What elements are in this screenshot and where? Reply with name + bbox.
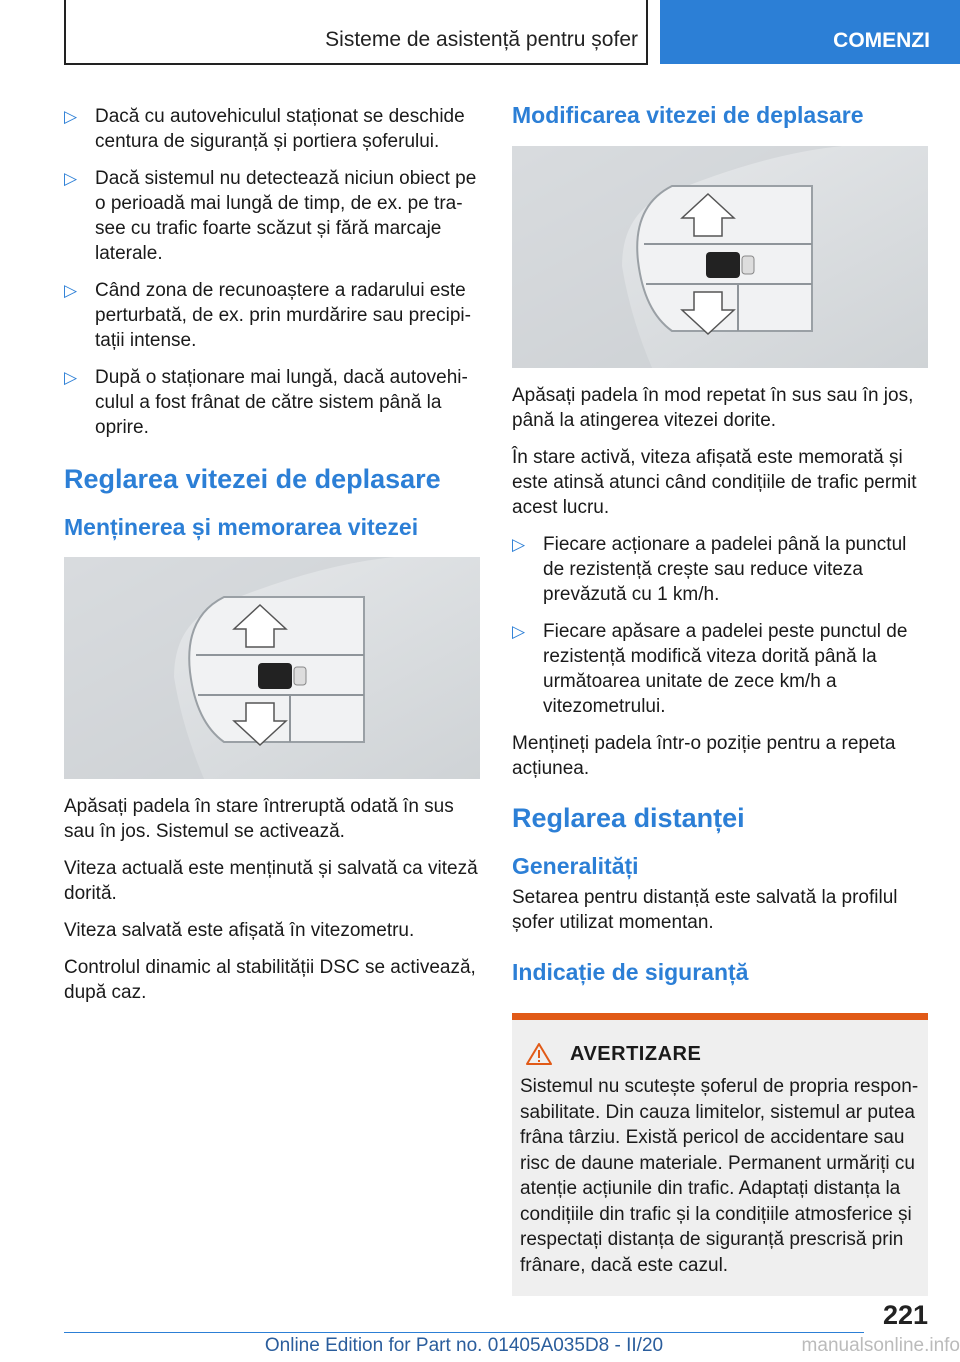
warning-header (526, 1042, 920, 1066)
list-item-text: Fiecare apăsare a padelei peste punctul de rezistență modifică viteza dorită până la următoarea unitate de zece km/h a vitezometrului. (543, 621, 908, 717)
steering-wheel-photo (64, 557, 480, 779)
list-item-text: Fiecare acționare a padelei până la punctul de rezistență crește sau reduce viteza prevăzută cu 1 km/h. (543, 534, 907, 605)
footer-edition: Online Edition for Part no. 01405A035D8 - II/20 (264, 1335, 664, 1356)
header-bottom-rule (64, 63, 648, 65)
triangle-bullet-icon: ▷ (512, 535, 526, 554)
chapter-tab[interactable]: COMENZI (660, 0, 960, 64)
warning-text: Sistemul nu scutește șoferul de propria responsabilitate. Din cauza limitelor, sistemul ar putea frâna târziu. Există pericol de accidentare sau risc de daune materiale. Permanent urmăriți cu atenție acțiunile din trafic. Adaptați distanța la condițiile din trafic și la condițiile atmosferice și respectați distanța de siguranță prescrisă prin frânare, dacă este cazul. (520, 1076, 919, 1276)
list-item-text: După o staționare mai lungă, dacă autovehiculul a fost frânat de către sistem până la oprire. (95, 367, 468, 438)
header-mid-rule (646, 0, 648, 64)
heading-maintain-speed: Menținerea și memorarea vitezei (64, 514, 419, 540)
list-item (512, 619, 928, 719)
warning-box (512, 1013, 928, 1296)
watermark: manualsonline.info (801, 1335, 960, 1356)
steering-wheel-photo (512, 146, 928, 368)
triangle-bullet-icon: ▷ (64, 107, 78, 126)
right-column (512, 100, 928, 1296)
list-item (64, 278, 480, 353)
triangle-bullet-icon: ▷ (64, 169, 78, 188)
heading-change-speed: Modificarea vitezei de deplasare (512, 102, 864, 128)
paragraph: Setarea pentru distanță este salvată la profilul șofer utilizat momentan. (512, 887, 898, 933)
triangle-bullet-icon: ▷ (64, 368, 78, 387)
footer-rule (64, 1332, 864, 1333)
heading-safety-note: Indicație de siguranță (512, 959, 749, 985)
triangle-bullet-icon: ▷ (64, 281, 78, 300)
list-item (512, 532, 928, 607)
triangle-bullet-icon: ▷ (512, 622, 526, 641)
section-title: Sisteme de asistență pentru șofer (325, 28, 638, 51)
heading-distance: Reglarea distanței (512, 803, 745, 833)
list-item (64, 104, 480, 154)
left-column (64, 104, 480, 1017)
paragraph: În stare activă, viteza afișată este memorată și este atinsă atunci când condițiile de trafic permit acest lucru. (512, 447, 917, 518)
paragraph: Viteza salvată este afișată în vitezometru. (64, 920, 415, 941)
list-item (64, 365, 480, 440)
list-item-text: Când zona de recunoaștere a radarului este perturbată, de ex. prin murdărire sau precipitații intense. (95, 280, 471, 351)
heading-general: Generalități (512, 853, 639, 879)
warning-title: AVERTIZARE (570, 1042, 702, 1065)
paragraph: Apăsați padela în mod repetat în sus sau în jos, până la atingerea vitezei dorite. (512, 385, 914, 431)
paragraph: Viteza actuală este menținută și salvată ca viteză dorită. (64, 858, 478, 904)
paragraph: Mențineți padela într-o poziție pentru a repeta acțiunea. (512, 733, 896, 779)
paragraph: Controlul dinamic al stabilității DSC se activează, după caz. (64, 957, 476, 1003)
page-number: 221 (882, 1300, 928, 1330)
paragraph: Apăsați padela în stare întreruptă odată în sus sau în jos. Sistemul se activează. (64, 796, 454, 842)
warning-triangle-icon (526, 1042, 552, 1066)
list-item-text: Dacă sistemul nu detectează niciun obiect pe o perioadă mai lungă de timp, de ex. pe trasee cu trafic foarte scăzut și fără marcaje laterale. (95, 168, 477, 264)
list-item (64, 166, 480, 266)
list-item-text: Dacă cu autovehiculul staționat se deschide centura de siguranță și portiera șoferului. (95, 106, 465, 152)
heading-speed-adjust: Reglarea vitezei de deplasare (64, 464, 441, 494)
